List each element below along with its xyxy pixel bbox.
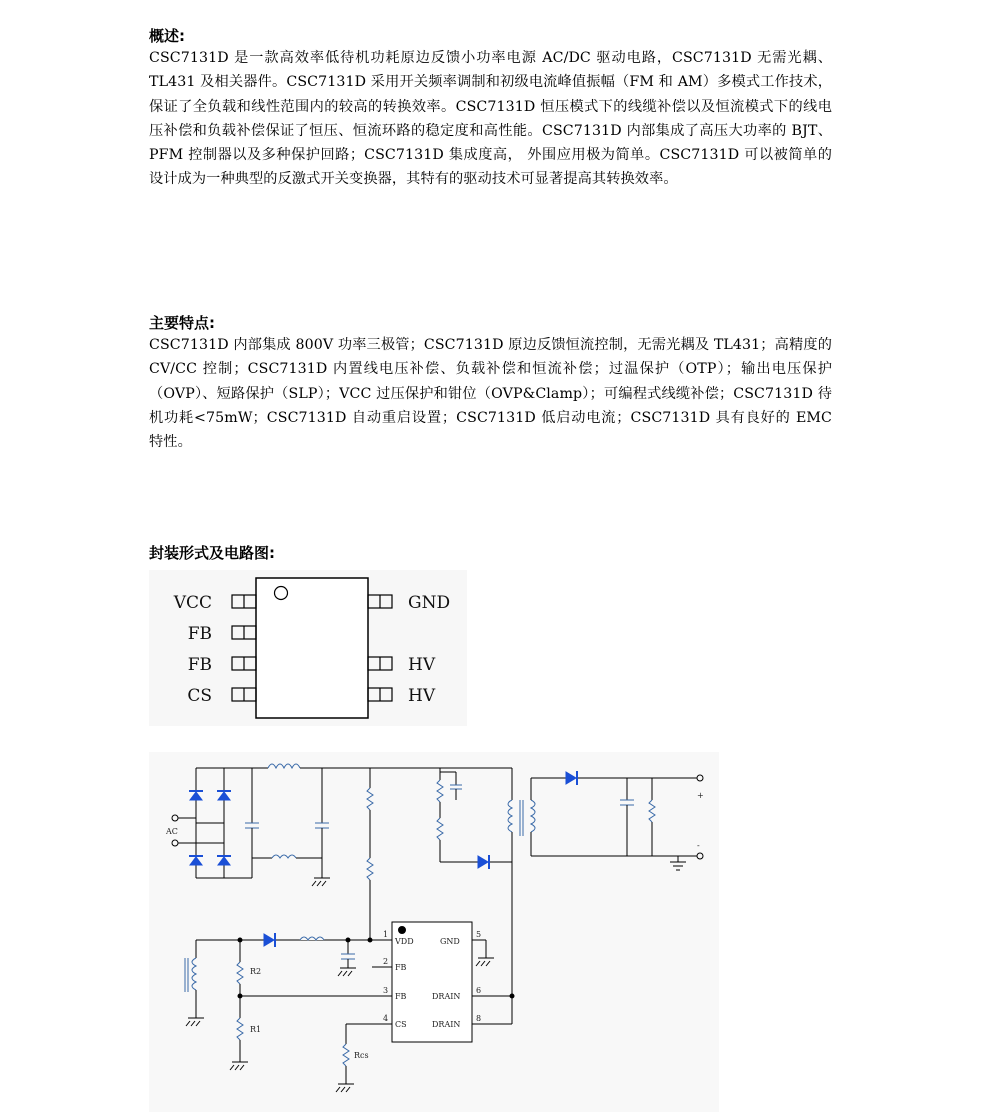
- ic-pin-fb-1: FB: [395, 963, 407, 972]
- ic-pin-drain-2: DRAIN: [432, 1020, 461, 1029]
- ic-pin-vdd: VDD: [395, 937, 414, 946]
- ic-pin-gnd: GND: [440, 937, 460, 946]
- ic-pin-number-6: 6: [476, 986, 482, 995]
- ic-pin-fb-2: FB: [395, 992, 407, 1001]
- features-paragraph: CSC7131D 内部集成 800V 功率三极管；CSC7131D 原边反馈恒流控制，无需光耦及 TL431；高精度的 CV/CC 控制；CSC7131D 内置线电压补偿、负载补偿和恒流补偿；过温保护（OTP）；输出电压保护（OVP）、短路保护（SLP）；VCC 过压保护和钳位（OVP&Clamp）；可编程式线缆补偿；CSC7131D 待机功耗<75mW；CSC7131D 自动重启设置；CSC7131D 低启动电流；CSC7131D 具有良好的 EMC 特性。: [149, 337, 832, 451]
- r1-label: R1: [250, 1025, 262, 1034]
- ic-pin-number-2: 2: [383, 957, 389, 966]
- pi-filter: [224, 764, 512, 886]
- pin-label-vcc: VCC: [173, 593, 212, 613]
- diode-icon: [218, 792, 230, 800]
- chip-body: [256, 578, 368, 718]
- pin-label-gnd: GND: [408, 593, 451, 613]
- pin-label-hv-1: HV: [408, 655, 436, 675]
- section-title-overview: 概述:: [149, 27, 185, 45]
- pin-label-fb-1: FB: [187, 624, 212, 644]
- rcs-label: Rcs: [354, 1051, 369, 1060]
- diode-icon: [218, 857, 230, 865]
- section-title-features: 主要特点:: [149, 314, 215, 332]
- pin-label-hv-2: HV: [408, 686, 436, 706]
- pin-label-cs: CS: [187, 686, 212, 706]
- ic-pin-number-5: 5: [476, 930, 482, 939]
- ic-pin-cs: CS: [395, 1020, 407, 1029]
- plus-label: +: [697, 791, 704, 800]
- minus-label: -: [697, 841, 700, 850]
- ic-pin-drain-1: DRAIN: [432, 992, 461, 1001]
- ac-label: AC: [166, 827, 178, 836]
- overview-paragraph: CSC7131D 是一款高效率低待机功耗原边反馈小功率电源 AC/DC 驱动电路，CSC7131D 无需光耦、TL431 及相关器件。CSC7131D 采用开关频率调制和初级电流峰值振幅（FM 和 AM）多模式工作技术，保证了全负载和线性范围内的较高的转换效率。CSC7131D 恒压模式下的线缆补偿以及恒流模式下的线电压补偿和负载补偿保证了恒压、恒流环路的稳定度和高性能。CSC7131D 内部集成了高压大功率的 BJT、PFM 控制器以及多种保护回路；CSC7131D 集成度高， 外围应用极为简单。CSC7131D 可以被简单的设计成为一种典型的反激式开关变换器，其特有的驱动技术可显著提高其转换效率。: [149, 50, 832, 188]
- ic-pin-number-3: 3: [383, 986, 389, 995]
- section-title-package: 封装形式及电路图:: [149, 544, 275, 562]
- ic-pin-number-1: 1: [383, 930, 389, 939]
- diode-icon: [190, 792, 202, 800]
- secondary-output: [531, 771, 703, 870]
- pin-label-fb-2: FB: [187, 655, 212, 675]
- ic-pin-number-4: 4: [383, 1014, 389, 1023]
- startup-resistors: [367, 768, 392, 940]
- circuit-diagram: [165, 764, 704, 1092]
- auxiliary-circuit: [185, 933, 392, 1092]
- diode-icon: [190, 857, 202, 865]
- r2-label: R2: [250, 967, 262, 976]
- package-diagram: [173, 578, 450, 718]
- ic-pin-number-8: 8: [476, 1014, 482, 1023]
